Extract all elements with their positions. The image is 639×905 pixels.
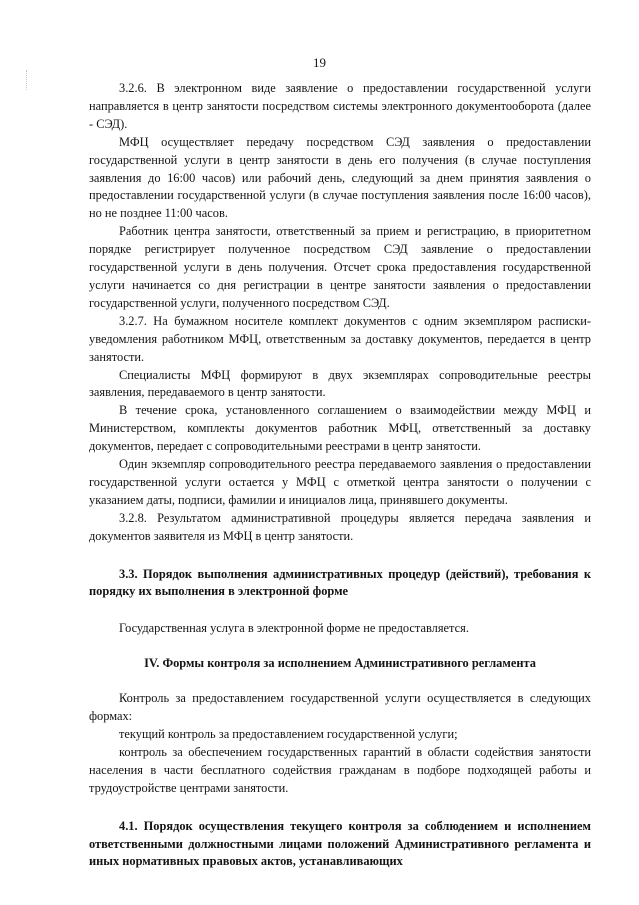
heading-4-1: 4.1. Порядок осуществления текущего контроля за соблюдением и исполнением ответственными должностными лицами положений Административного регламента и иных нормативных правовых актов, устанавливающих (89, 818, 591, 869)
paragraph-mfc-transfer: МФЦ осуществляет передачу посредством СЭД заявления о предоставлении государственной услуги в центр занятости в день его получения (в случае поступления заявления до 16:00 часов) или рабочий день, следующий за днем принятия заявления о предоставлении государственной услуги (в случае поступления заявления после 16:00 часов), но не позднее 11:00 часов. (89, 134, 591, 221)
page-number: 19 (313, 55, 326, 70)
paragraph-control-forms: Контроль за предоставлением государственной услуги осуществляется в следующих формах: (89, 691, 591, 724)
paragraph-3-2-6: 3.2.6. В электронном виде заявление о предоставлении государственной услуги направляется в центр занятости посредством системы электронного документооборота (далее - СЭД). (89, 81, 591, 131)
paragraph-guarantees-control: контроль за обеспечением государственных гарантий в области содействия занятости населения в части бесплатного содействия гражданам в подборе подходящей работы и трудоустройстве центрами занятости. (89, 744, 591, 795)
heading-section-iv: IV. Формы контроля за исполнением Административного регламента (144, 656, 536, 671)
paragraph-register-copy: Один экземпляр сопроводительного реестра передаваемого заявления о предоставлении государственной услуги остается у МФЦ с отметкой центра занятости о получении с указанием даты, подписи, фамилии и инициалов лица, принявшего документы. (89, 457, 591, 507)
paragraph-current-control: текущий контроль за предоставлением государственной услуги; (119, 727, 458, 741)
paragraph-3-2-8: 3.2.8. Результатом административной процедуры является передача заявления и документов заявителя из МФЦ в центр занятости. (89, 510, 591, 543)
scan-margin-mark (26, 70, 29, 90)
paragraph-3-3: Государственная услуга в электронной форме не предоставляется. (119, 621, 469, 636)
document-body (89, 80, 591, 871)
paragraph-registration: Работник центра занятости, ответственный за прием и регистрацию, в приоритетном порядке регистрирует полученное посредством СЭД заявление о предоставлении государственной услуги в день получения. Отсчет срока предоставления государственной услуги начинается со дня регистрации в центре занятости заявления о предоставлении государственной услуги, полученного посредством СЭД. (89, 224, 591, 310)
paragraph-registers: Специалисты МФЦ формируют в двух экземплярах сопроводительные реестры заявления, передаваемого в центр занятости. (89, 367, 591, 400)
heading-3-3: 3.3. Порядок выполнения административных процедур (действий), требования к порядку их выполнения в электронной форме (89, 566, 591, 599)
paragraph-delivery-term: В течение срока, установленного соглашением о взаимодействии между МФЦ и Министерством, комплекты документов работник МФЦ, ответственный за доставку документов, передает с сопроводительными реестрами в центр занятости. (89, 403, 591, 454)
paragraph-3-2-7: 3.2.7. На бумажном носителе комплект документов с одним экземпляром расписки-уведомления работником МФЦ, ответственным за доставку документов, передается в центр занятости. (89, 313, 591, 364)
